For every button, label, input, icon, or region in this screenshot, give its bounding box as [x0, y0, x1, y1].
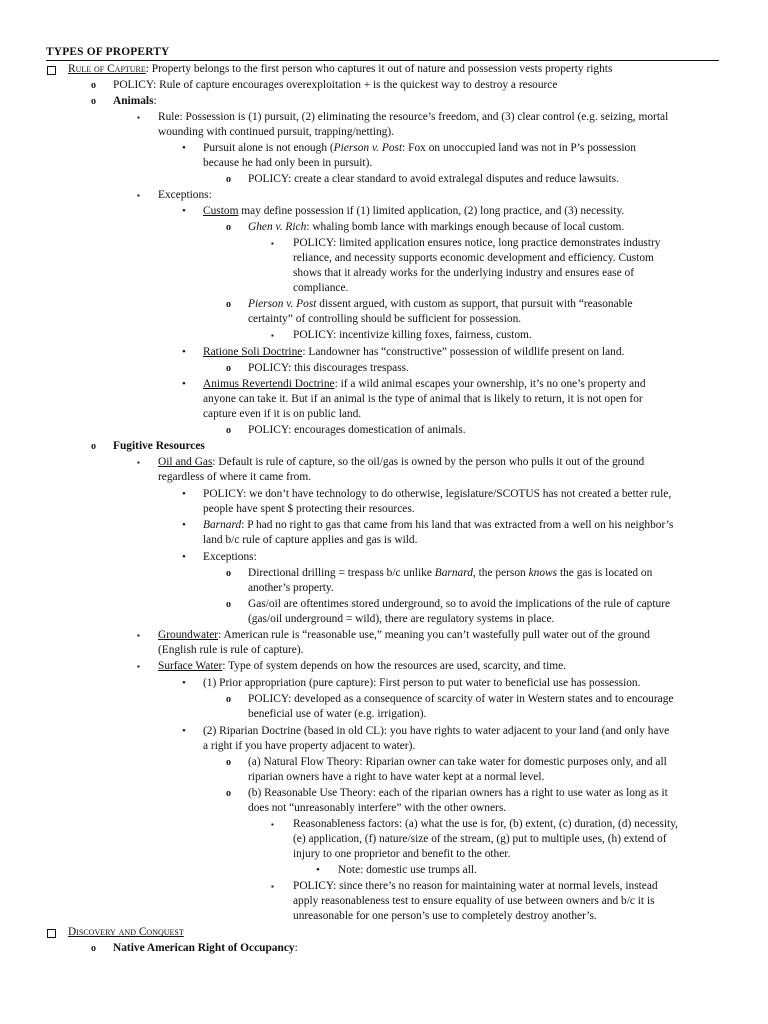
roc-policy: POLICY: Rule of capture encourages overexploitation + is the quickest way to destroy a resource [113, 79, 558, 91]
square-bullet-icon: ▪ [137, 191, 140, 200]
prior-policy-line2: beneficial use of water (e.g. irrigation). [248, 708, 427, 720]
reasonable-use-line2: does not “unreasonably interfere” with the other owners. [248, 802, 507, 814]
factors-line1: Reasonableness factors: (a) what the use is for, (b) extent, (c) duration, (d) necessity, [293, 818, 679, 830]
circle-bullet-icon: o [91, 96, 96, 107]
circle-bullet-icon: o [226, 599, 231, 610]
circle-bullet-icon: o [226, 299, 231, 310]
square-bullet-icon: ▪ [137, 458, 140, 467]
pursuit-line2: because he had only been in pursuit). [203, 157, 373, 169]
riparian-policy-line3: unreasonable for one person’s use to completely destroy another’s. [293, 910, 597, 922]
circle-bullet-icon: o [226, 568, 231, 579]
square-bullet-icon: ▪ [137, 631, 140, 640]
natural-flow-line1: (a) Natural Flow Theory: Riparian owner can take water for domestic purposes only, and all [248, 756, 667, 768]
pursuit-policy: POLICY: create a clear standard to avoid extralegal disputes and reduce lawsuits. [248, 173, 619, 185]
square-bullet-icon: ▪ [271, 820, 274, 829]
oil-policy-line1: POLICY: we don’t have technology to do otherwise, legislature/SCOTUS has not created a better rule, [203, 488, 672, 500]
discovery-line [68, 925, 184, 941]
circle-bullet-icon: o [226, 694, 231, 705]
dot-bullet-icon: • [182, 378, 186, 390]
dot-bullet-icon: • [182, 205, 186, 217]
rule-of-capture-heading: Rule of Capture [68, 63, 146, 75]
oil-policy-line2: people have spent $ protecting their resources. [203, 503, 415, 515]
checkbox-icon [47, 66, 56, 75]
square-bullet-icon: ▪ [137, 113, 140, 122]
circle-bullet-icon: o [226, 174, 231, 185]
pierson-line2: certainty” of controlling should be sufficient for possession. [248, 313, 522, 325]
dot-bullet-icon: • [182, 488, 186, 500]
fugitive-exceptions: Exceptions: [203, 551, 257, 563]
square-bullet-icon: ▪ [137, 662, 140, 671]
custom-line: Custom may define possession if (1) limited application, (2) long practice, and (3) necessity. [203, 205, 625, 217]
dot-bullet-icon: • [316, 864, 320, 876]
checkbox-icon [47, 929, 56, 938]
ghen-policy-line1: POLICY: limited application ensures notice, long practice demonstrates industry [293, 237, 661, 249]
native-heading: Native American Right of Occupancy [113, 942, 295, 954]
factors-line3: injury to one proprietor and benefit to the other. [293, 848, 511, 860]
fugitive-heading: Fugitive Resources [113, 440, 205, 452]
animus-line3: capture even if it is on public land. [203, 408, 362, 420]
barnard-line1: Barnard: P had no right to gas that came from his land that was extracted from a well on his neighbor’s [203, 519, 674, 531]
circle-bullet-icon: o [91, 441, 96, 452]
pierson-policy: POLICY: incentivize killing foxes, fairness, custom. [293, 329, 532, 341]
circle-bullet-icon: o [226, 425, 231, 436]
stored-line2: (gas/oil underground = wild), there are regulatory systems in place. [248, 613, 555, 625]
ghen-policy-line4: compliance. [293, 282, 349, 294]
prior-appropriation: (1) Prior appropriation (pure capture): First person to put water to beneficial use has possession. [203, 677, 641, 689]
pursuit-line1: Pursuit alone is not enough (Pierson v. Post: Fox on unoccupied land was not in P’s possession [203, 142, 636, 154]
riparian-line1: (2) Riparian Doctrine (based in old CL): you have rights to water adjacent to your land (and only have [203, 725, 670, 737]
circle-bullet-icon: o [91, 80, 96, 91]
pierson-line1: Pierson v. Post dissent argued, with custom as support, that pursuit with “reasonable [248, 298, 633, 310]
native-line: Native American Right of Occupancy: [113, 942, 298, 954]
groundwater-line1: Groundwater: American rule is “reasonable use,” meaning you can’t wastefully pull water out of the ground [158, 629, 650, 641]
ghen-line: Ghen v. Rich: whaling bomb lance with markings enough because of local custom. [248, 221, 625, 233]
case-name: Pierson v. Post [333, 142, 403, 154]
note-line: Note: domestic use trumps all. [338, 864, 477, 876]
dot-bullet-icon: • [182, 519, 186, 531]
ratione-line: Ratione Soli Doctrine: Landowner has “constructive” possession of wildlife present on land. [203, 346, 625, 358]
dot-bullet-icon: • [182, 551, 186, 563]
square-bullet-icon: ▪ [271, 331, 274, 340]
discovery-heading: Discovery and Conquest [68, 926, 184, 938]
dot-bullet-icon: • [182, 346, 186, 358]
animals-line: Animals: [113, 95, 157, 107]
directional-line2: another’s property. [248, 582, 334, 594]
rule-of-capture-line [68, 62, 748, 78]
dot-bullet-icon: • [182, 677, 186, 689]
circle-bullet-icon: o [226, 788, 231, 799]
oil-line1: Oil and Gas: Default is rule of capture, so the oil/gas is owned by the person who pulls it out of the ground [158, 456, 645, 468]
groundwater-line2: (English rule is rule of capture). [158, 644, 304, 656]
prior-policy-line1: POLICY: developed as a consequence of scarcity of water in Western states and to encourage [248, 693, 674, 705]
dot-bullet-icon: • [182, 142, 186, 154]
square-bullet-icon: ▪ [271, 239, 274, 248]
square-bullet-icon: ▪ [271, 882, 274, 891]
natural-flow-line2: riparian owners have a right to have water kept at a normal level. [248, 771, 545, 783]
surface-water-line: Surface Water: Type of system depends on how the resources are used, scarcity, and time. [158, 660, 567, 672]
circle-bullet-icon: o [226, 757, 231, 768]
animus-policy: POLICY: encourages domestication of animals. [248, 424, 466, 436]
dot-bullet-icon: • [182, 725, 186, 737]
ratione-policy: POLICY: this discourages trespass. [248, 362, 409, 374]
animus-line2: anyone can take it. But if an animal is the type of animal that is likely to return, it is not open for [203, 393, 643, 405]
circle-bullet-icon: o [226, 363, 231, 374]
riparian-policy-line1: POLICY: since there’s no reason for maintaining water at normal levels, instead [293, 880, 658, 892]
ghen-policy-line3: shows that it already works for the underlying industry and ensures ease of [293, 267, 635, 279]
stored-line1: Gas/oil are oftentimes stored underground, so to avoid the implications of the rule of capture [248, 598, 671, 610]
factors-line2: (e) application, (f) nature/size of the stream, (g) put to multiple uses, (h) extend of [293, 833, 667, 845]
animus-line1: Animus Revertendi Doctrine: if a wild animal escapes your ownership, it’s no one’s property and [203, 378, 646, 390]
riparian-policy-line2: apply reasonableness test to ensure equality of use between owners and b/c it is [293, 895, 655, 907]
reasonable-use-line1: (b) Reasonable Use Theory: each of the riparian owners has a right to use water as long as it [248, 787, 668, 799]
page-title: TYPES OF PROPERTY [46, 45, 719, 61]
animals-heading: Animals [113, 95, 154, 107]
circle-bullet-icon: o [91, 943, 96, 954]
animals-exceptions: Exceptions: [158, 189, 212, 201]
directional-line1: Directional drilling = trespass b/c unlike Barnard, the person knows the gas is located on [248, 567, 653, 579]
animals-rule-line1: Rule: Possession is (1) pursuit, (2) eliminating the resource’s freedom, and (3) clear control (e.g. seizing, mortal [158, 111, 669, 123]
animals-rule-line2: wounding with continued pursuit, trapping/netting). [158, 126, 395, 138]
barnard-line2: land b/c rule of capture applies and gas is wild. [203, 534, 418, 546]
oil-line2: regardless of where it came from. [158, 471, 312, 483]
rule-of-capture-text: : Property belongs to the first person who captures it out of nature and possession vests property rights [145, 63, 613, 75]
circle-bullet-icon: o [226, 222, 231, 233]
ghen-policy-line2: reliance, and necessity supports economic development and efficiency. Custom [293, 252, 654, 264]
riparian-line2: a right if you have property adjacent to water). [203, 740, 416, 752]
